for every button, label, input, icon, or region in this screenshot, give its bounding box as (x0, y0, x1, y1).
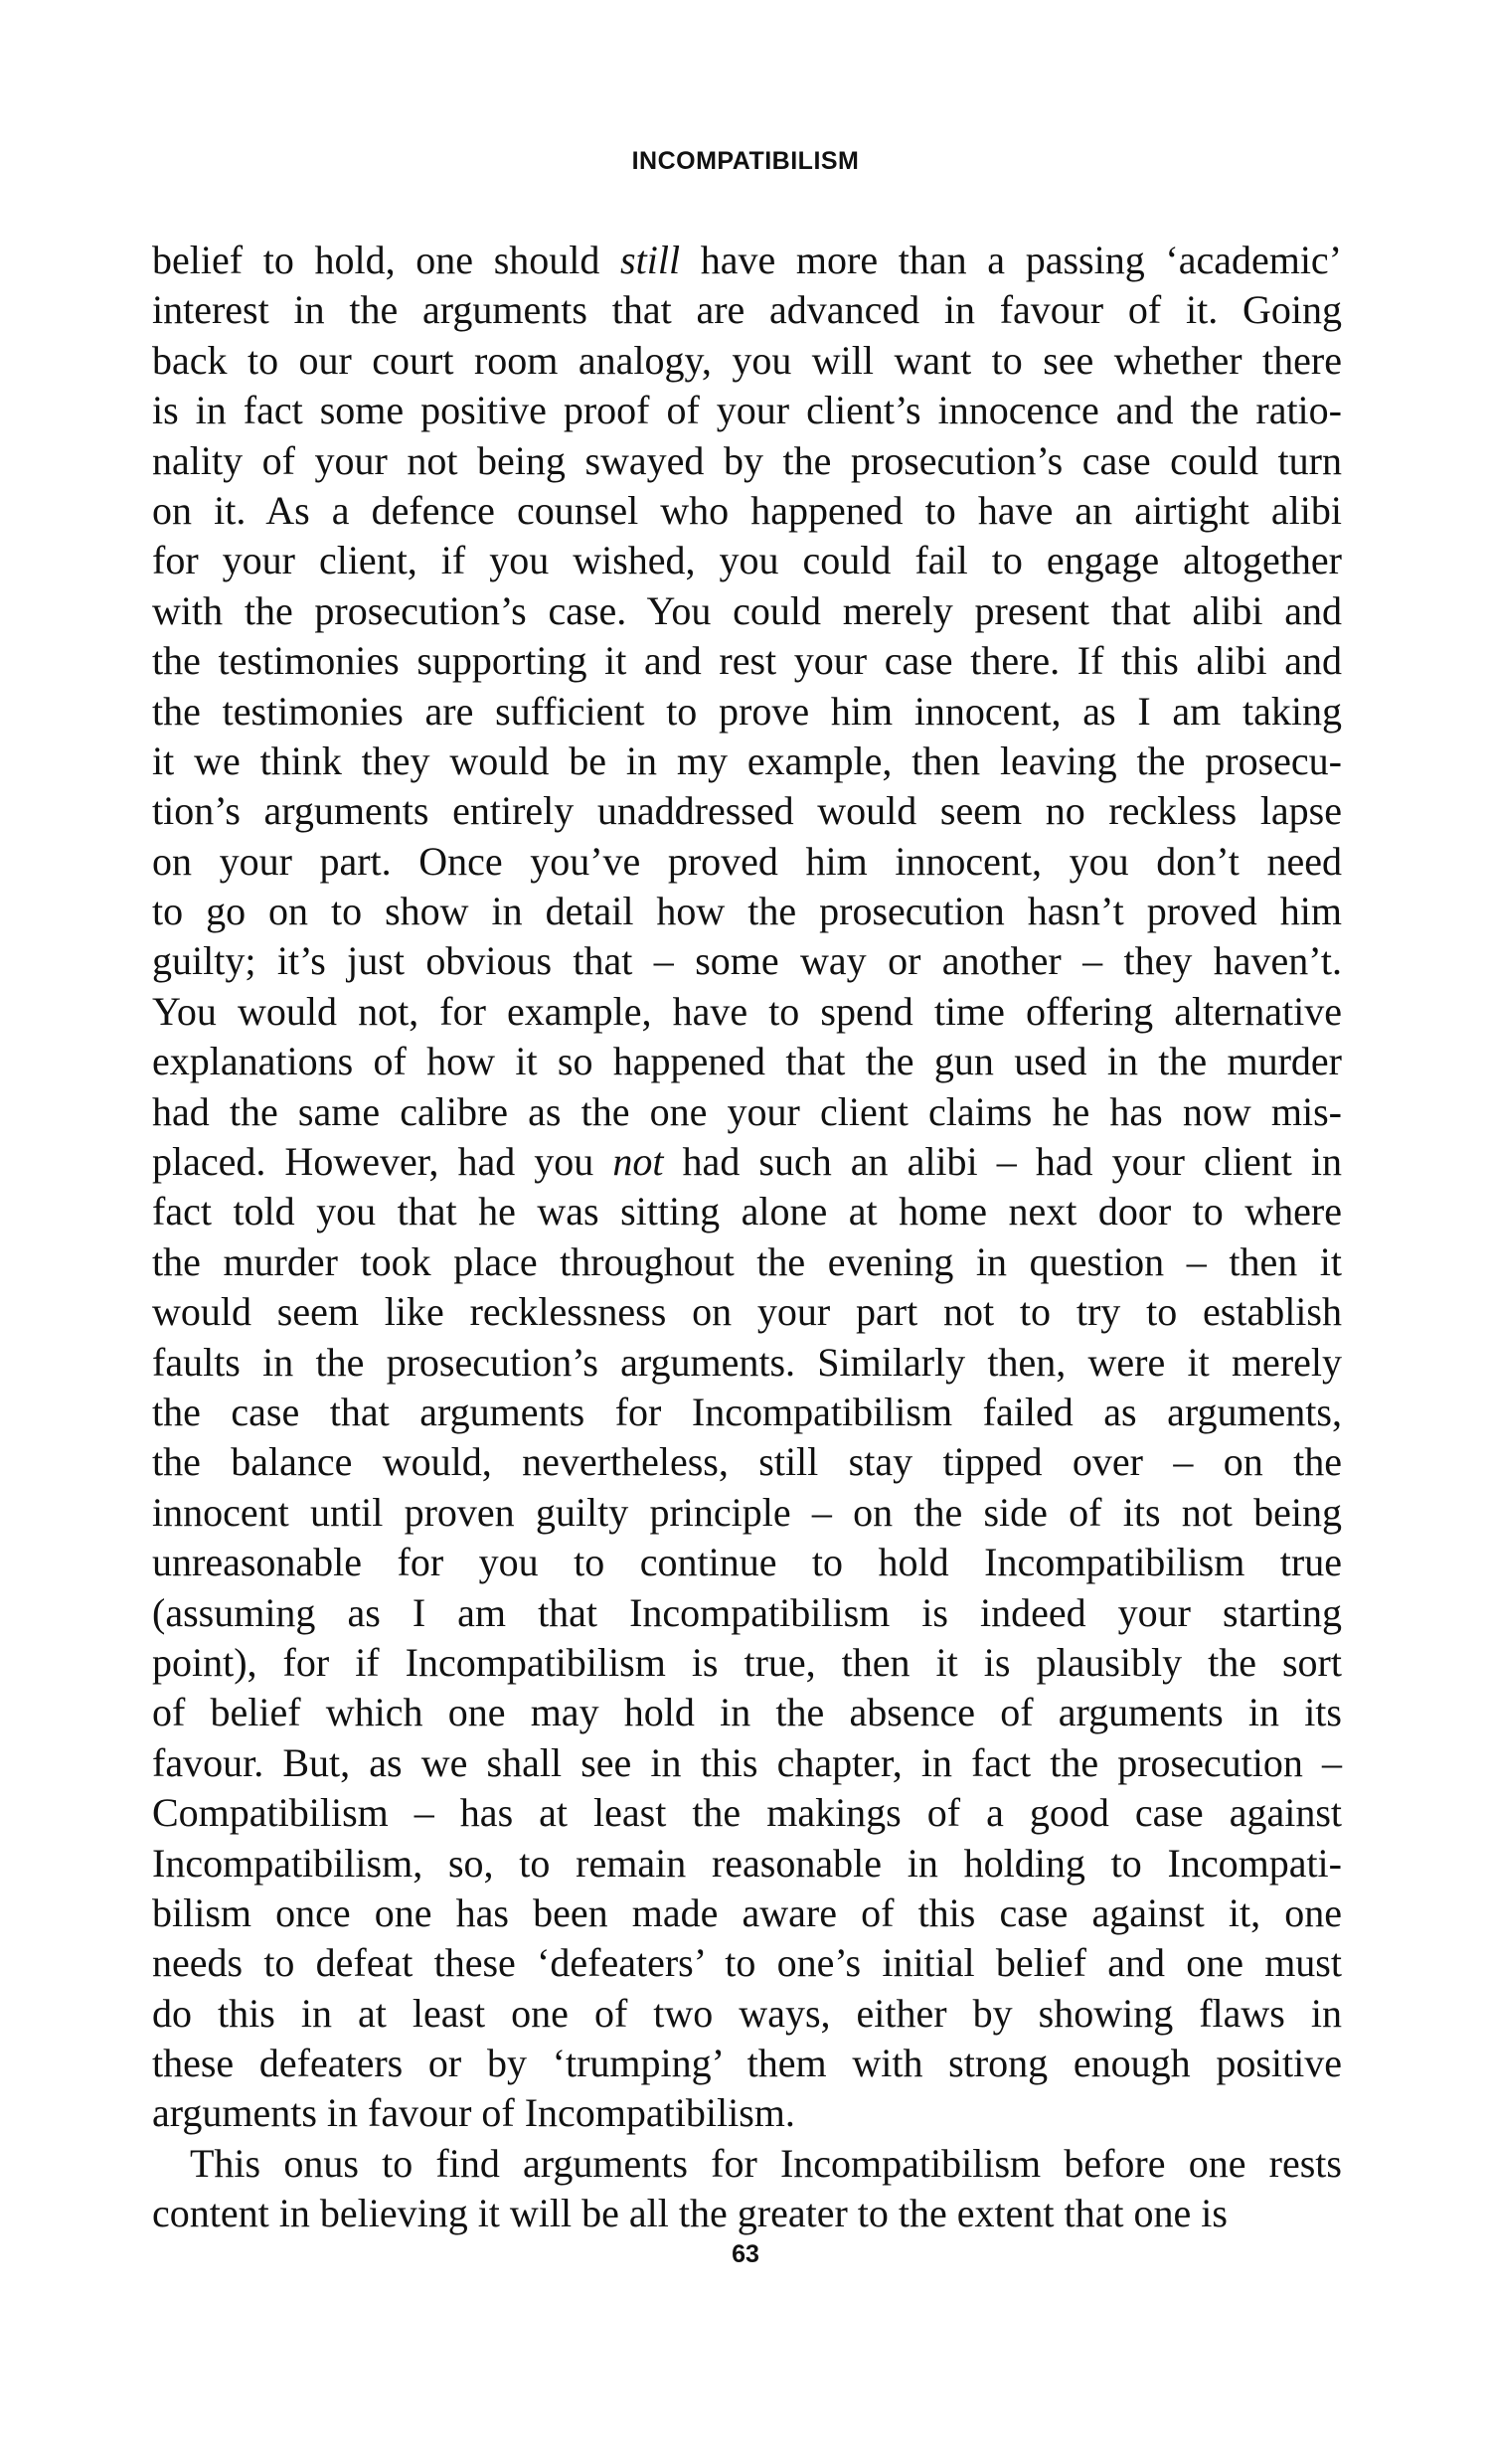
text-line: explanations of how it so happened that the gun used in the murder (152, 1039, 1342, 1084)
text-line: This onus to find arguments for Incompatibilism before one rests (190, 2140, 1342, 2186)
line-segment: belief to hold, one should (152, 238, 621, 282)
text-line: for your client, if you wished, you could fail to engage altogether (152, 538, 1342, 583)
line-segment: had such an alibi – had your client in (663, 1139, 1342, 1185)
paragraph-2 (152, 2139, 1342, 2239)
emphasis: still (620, 238, 681, 282)
text-line: these defeaters or by ‘trumping’ them with strong enough positive (152, 2041, 1342, 2086)
text-line: it we think they would be in my example, then leaving the prosecu- (152, 738, 1342, 783)
text-line: is in fact some positive proof of your client’s innocence and the ratio- (152, 388, 1342, 433)
text-line: needs to defeat these ‘defeaters’ to one’s initial belief and one must (152, 1940, 1342, 1986)
text-line: on it. As a defence counsel who happened to have an airtight alibi (152, 487, 1342, 533)
text-line (152, 236, 1342, 285)
text-line: unreasonable for you to continue to hold Incompatibilism true (152, 1540, 1342, 1585)
text-line: Incompatibilism, so, to remain reasonable in holding to Incompati- (152, 1840, 1342, 1886)
text-line: arguments in favour of Incompatibilism. (152, 2090, 795, 2136)
text-line: the case that arguments for Incompatibilism failed as arguments, (152, 1389, 1342, 1434)
text-line: fact told you that he was sitting alone at home next door to where (152, 1189, 1342, 1234)
text-line: faults in the prosecution’s arguments. Similarly then, were it merely (152, 1339, 1342, 1385)
text-line: favour. But, as we shall see in this chapter, in fact the prosecution – (152, 1739, 1342, 1785)
text-line: of belief which one may hold in the absence of arguments in its (152, 1690, 1342, 1735)
text-line: on your part. Once you’ve proved him innocent, you don’t need (152, 838, 1342, 884)
text-line (152, 1137, 1342, 1187)
text-line: to go on to show in detail how the prosecution hasn’t proved him (152, 889, 1342, 934)
line-segment: placed. However, had you (152, 1139, 613, 1185)
text-line: do this in at least one of two ways, either by showing flaws in (152, 1990, 1342, 2036)
emphasis: not (612, 1139, 664, 1185)
text-line: the testimonies are sufficient to prove him innocent, as I am taking (152, 688, 1342, 734)
text-line: would seem like recklessness on your part not to try to establish (152, 1289, 1342, 1335)
body-text (152, 236, 1342, 2239)
text-line: Compatibilism – has at least the makings of a good case against (152, 1790, 1342, 1836)
text-line: back to our court room analogy, you will want to see whether there (152, 337, 1342, 383)
text-line: innocent until proven guilty principle – on the side of its not being (152, 1489, 1342, 1535)
line-segment: have more than a passing ‘academic’ (680, 238, 1343, 282)
text-line: (assuming as I am that Incompatibilism is indeed your starting (152, 1589, 1342, 1635)
text-line: tion’s arguments entirely unaddressed would seem no reckless lapse (152, 788, 1342, 834)
text-line: the testimonies supporting it and rest your case there. If this alibi and (152, 638, 1342, 684)
running-head: INCOMPATIBILISM (631, 147, 860, 175)
text-line: nality of your not being swayed by the prosecution’s case could turn (152, 437, 1342, 483)
text-line: point), for if Incompatibilism is true, then it is plausibly the sort (152, 1639, 1342, 1685)
text-line: guilty; it’s just obvious that – some way or another – they haven’t. (152, 938, 1342, 984)
text-line: the balance would, nevertheless, still stay tipped over – on the (152, 1439, 1342, 1485)
text-line: the murder took place throughout the evening in question – then it (152, 1238, 1342, 1284)
text-line: interest in the arguments that are advanced in favour of it. Going (152, 287, 1342, 333)
text-line: had the same calibre as the one your client claims he has now mis- (152, 1088, 1342, 1134)
page-number: 63 (732, 2240, 759, 2268)
paragraph-1 (152, 236, 1342, 2139)
text-line: bilism once one has been made aware of this case against it, one (152, 1889, 1342, 1935)
text-line: with the prosecution’s case. You could merely present that alibi and (152, 587, 1342, 633)
text-line: content in believing it will be all the greater to the extent that one is (152, 2191, 1228, 2236)
text-line: You would not, for example, have to spend time offering alternative (152, 988, 1342, 1034)
